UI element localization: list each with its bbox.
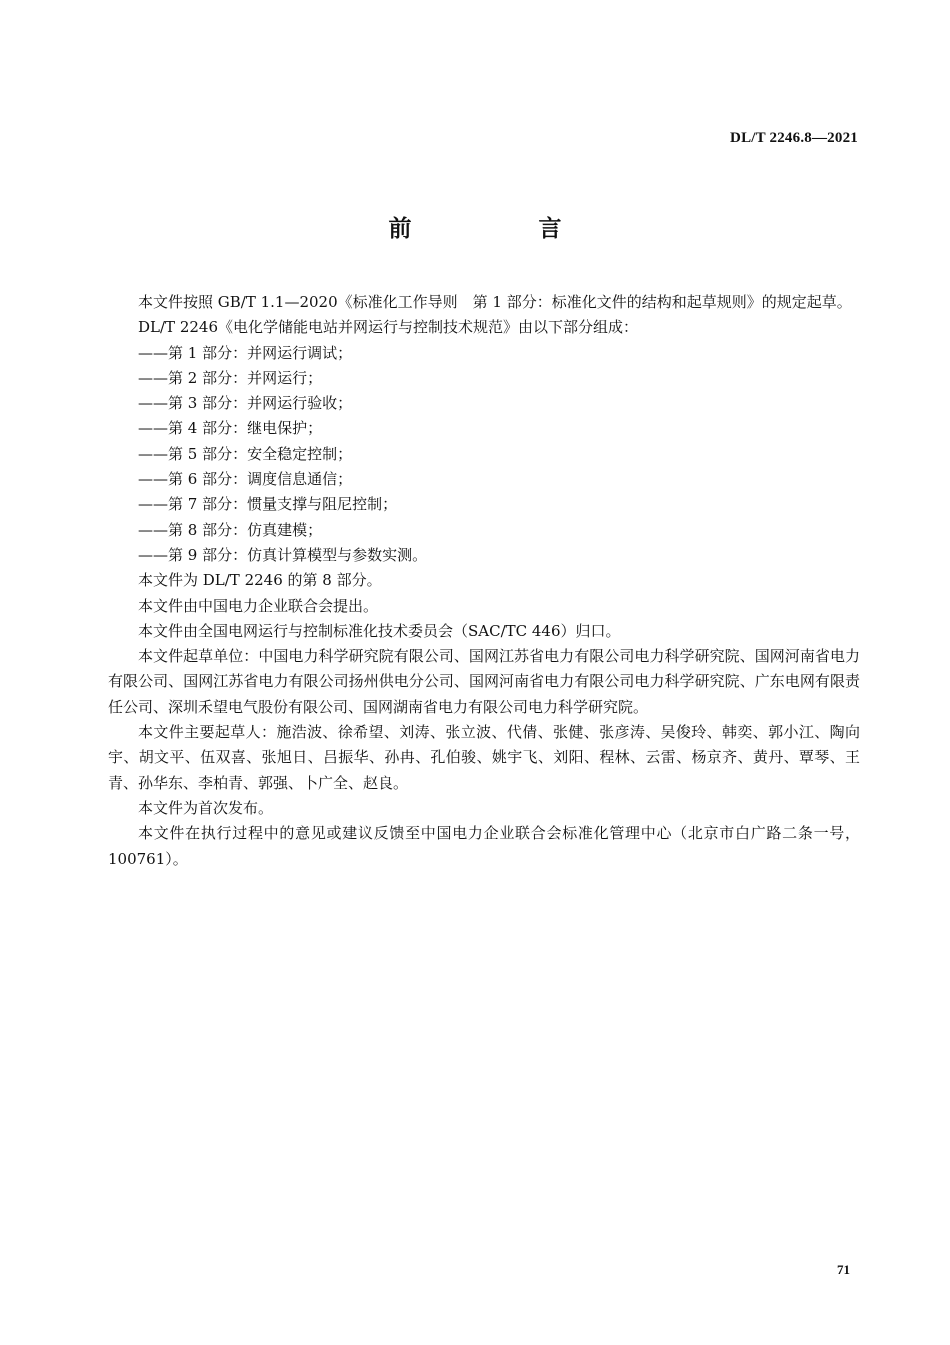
list-item-part: ——第 2 部分：并网运行； (138, 368, 323, 387)
list-item-part: ——第 3 部分：并网运行验收； (138, 394, 353, 413)
paragraph-first-release: 本文件为首次发布。 (138, 798, 274, 817)
paragraph-drafters: 本文件主要起草人：施浩波、徐希望、刘涛、张立波、代倩、张健、张彦涛、吴俊玲、韩奕、郭小江、陶向宇、胡文平、伍双喜、张旭日、吕振华、孙冉、孔伯骏、姚宇飞、刘阳、程林、云雷、杨京齐、黄丹、覃琴、王青、孙华东、李柏青、郭强、卜广全、赵良。 (108, 723, 860, 792)
page-number: 71 (837, 1262, 850, 1277)
paragraph-committee: 本文件由全国电网运行与控制标准化技术委员会（SAC/TC 446）归口。 (138, 621, 621, 640)
paragraph-part-statement: 本文件为 DL/T 2246 的第 8 部分。 (138, 571, 382, 590)
list-item-part: ——第 1 部分：并网运行调试； (138, 343, 353, 362)
foreword-body (108, 290, 860, 872)
list-item-part: ——第 4 部分：继电保护； (138, 419, 323, 438)
paragraph-proposer: 本文件由中国电力企业联合会提出。 (138, 596, 379, 615)
paragraph-drafting-units: 本文件起草单位：中国电力科学研究院有限公司、国网江苏省电力有限公司电力科学研究院、国网河南省电力有限公司、国网江苏省电力有限公司扬州供电分公司、国网河南省电力有限公司电力科学研究院、广东电网有限责任公司、深圳禾望电气股份有限公司、国网湖南省电力有限公司电力科学研究院。 (108, 647, 860, 716)
list-item-part: ——第 7 部分：惯量支撑与阻尼控制； (138, 495, 398, 514)
list-item-part: ——第 6 部分：调度信息通信； (138, 470, 353, 489)
paragraph-parts-intro: DL/T 2246《电化学储能电站并网运行与控制技术规范》由以下部分组成： (138, 318, 638, 337)
paragraph-feedback: 本文件在执行过程中的意见或建议反馈至中国电力企业联合会标准化管理中心（北京市白广路二条一号，100761）。 (108, 824, 860, 868)
document-number: DL/T 2246.8—2021 (730, 130, 858, 146)
list-item-part: ——第 8 部分：仿真建模； (138, 520, 323, 539)
list-item-part: ——第 5 部分：安全稳定控制； (138, 444, 353, 463)
page-title: 前 言 (388, 216, 614, 242)
paragraph-drafting-basis: 本文件按照 GB/T 1.1—2020《标准化工作导则 第 1 部分：标准化文件的结构和起草规则》的规定起草。 (138, 293, 852, 311)
list-item-part: ——第 9 部分：仿真计算模型与参数实测。 (138, 545, 428, 564)
